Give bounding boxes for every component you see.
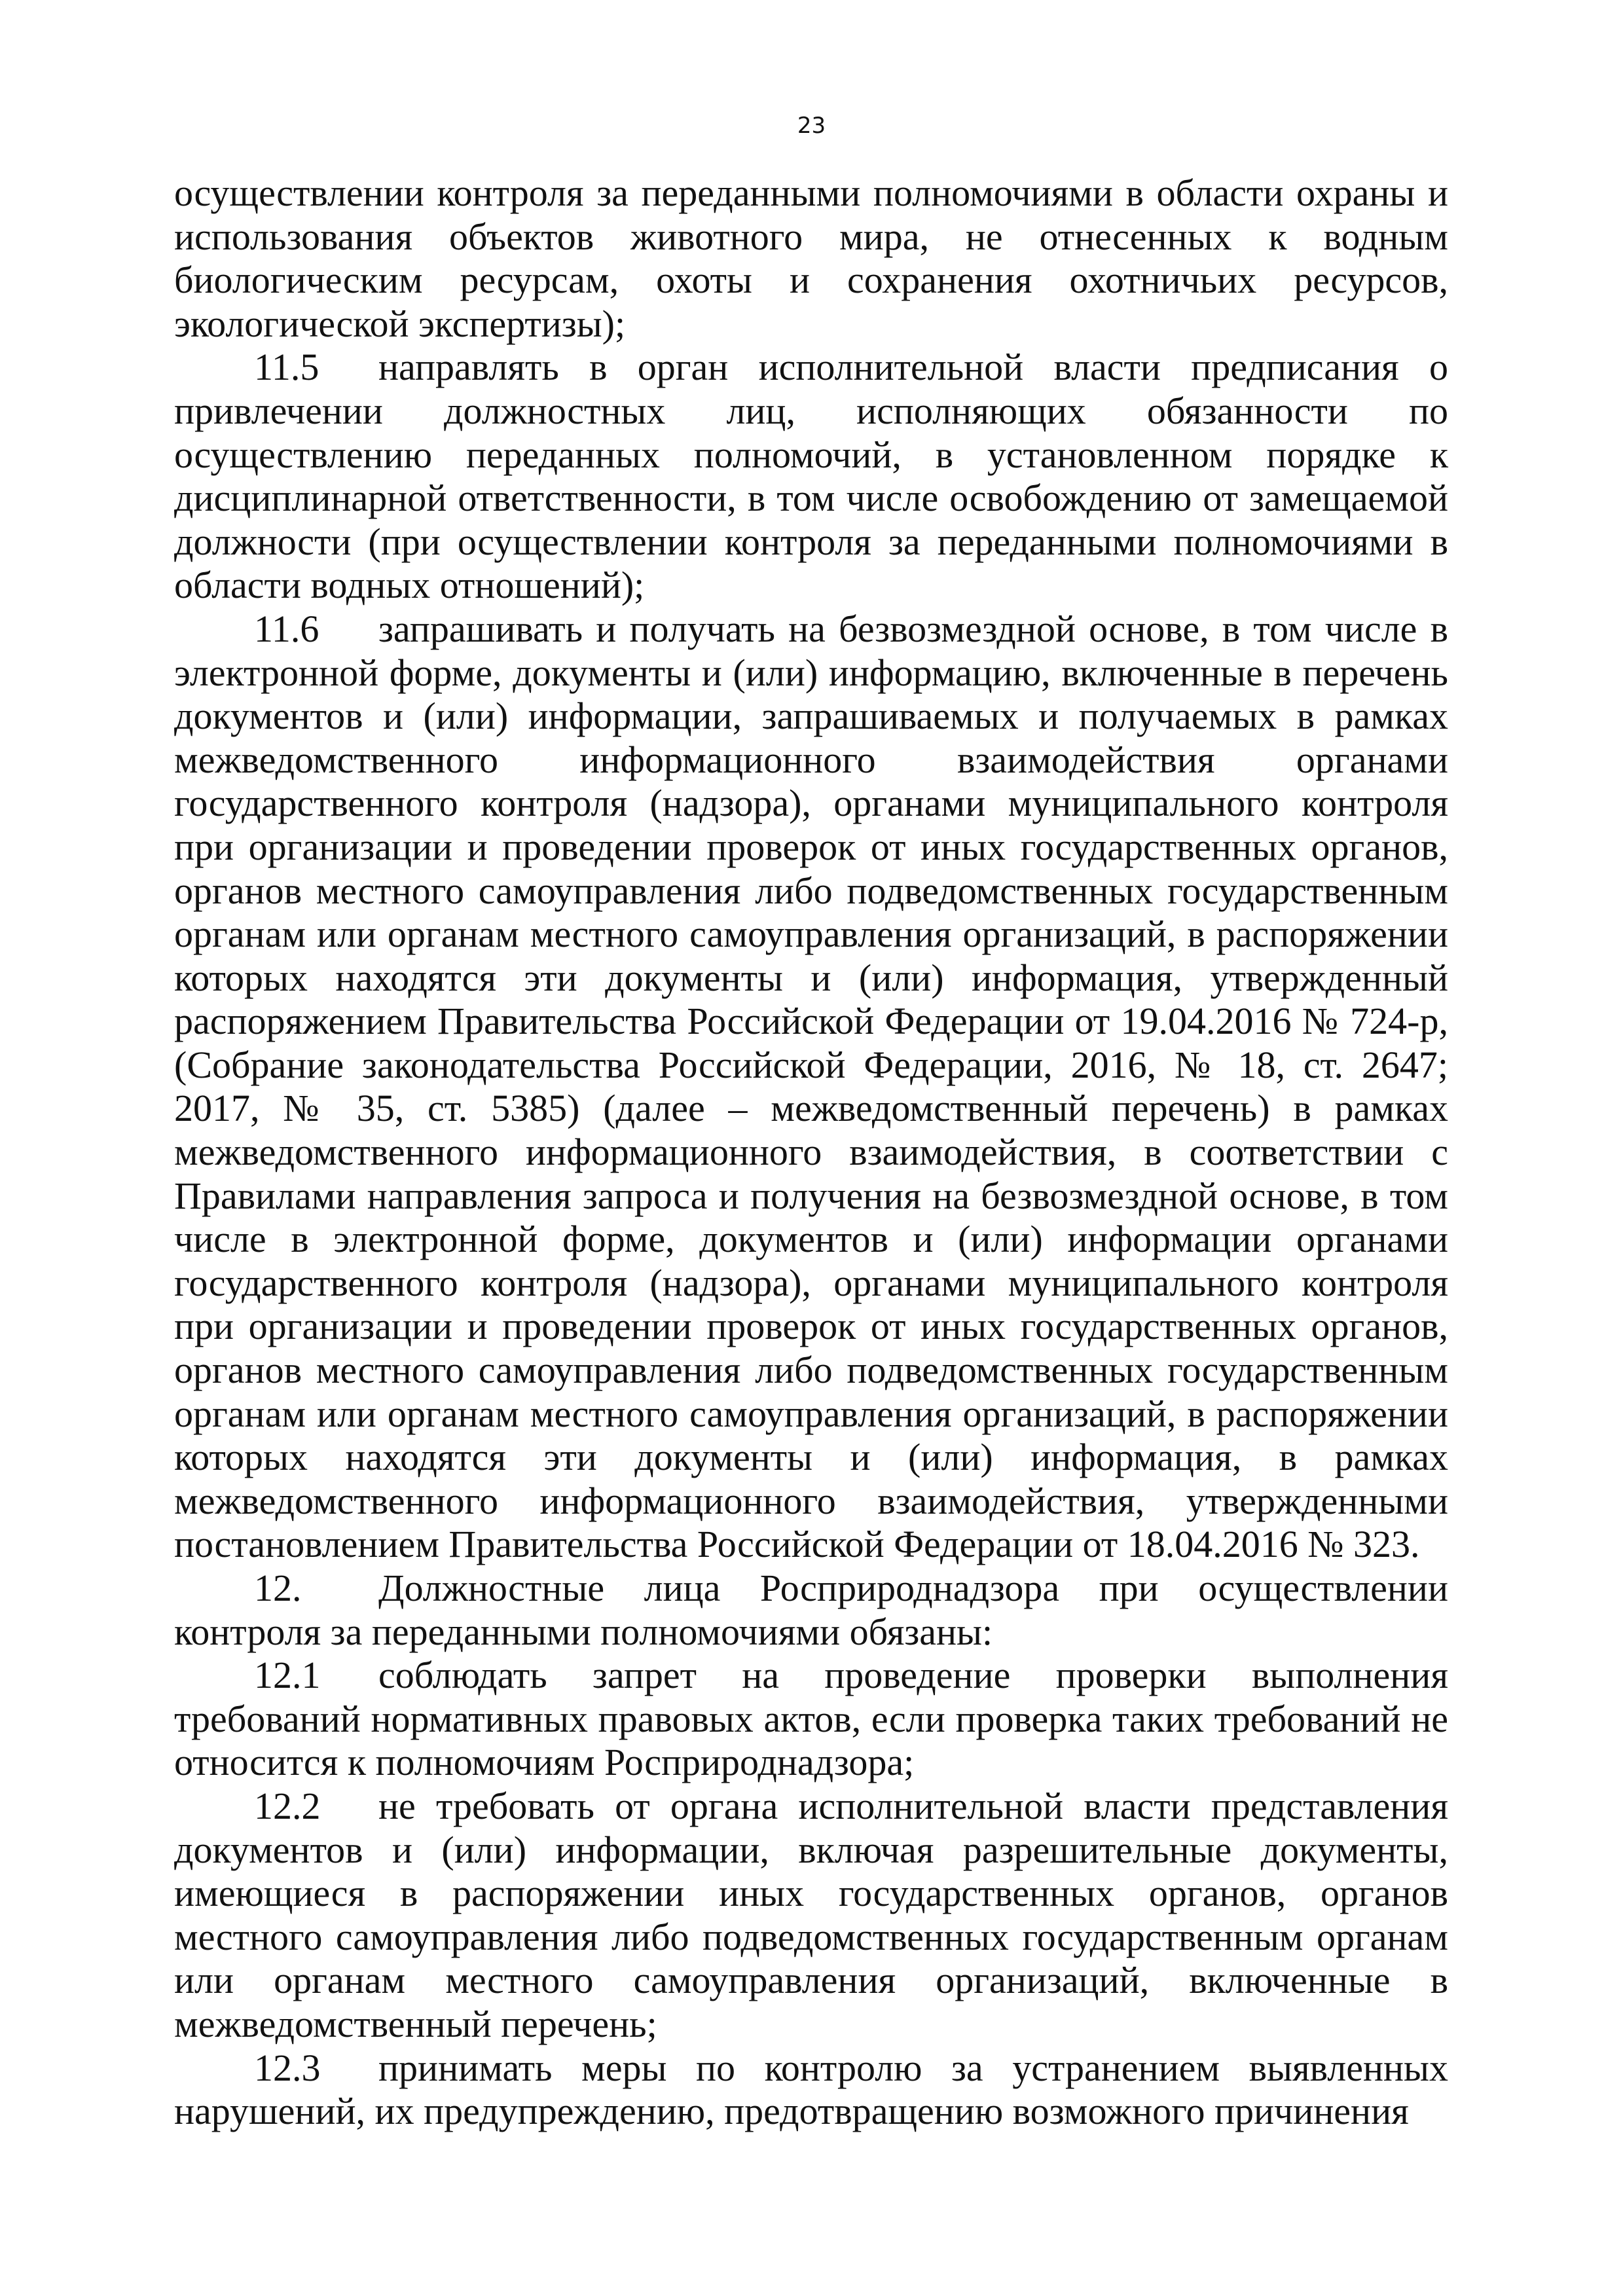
paragraph-continuation	[174, 172, 1448, 346]
paragraph-12-3	[174, 2047, 1448, 2134]
document-body	[174, 172, 1448, 2134]
clause-number: 11.5	[254, 346, 319, 389]
paragraph-12-1	[174, 1654, 1448, 1785]
paragraph-11-5	[174, 346, 1448, 608]
paragraph-text: не требовать от органа исполнительной власти представления документов и (или) информации, включая разрешительные документы, имеющиеся в распоряжении иных государственных органов, органов местного самоуправления либо подведомственных государственным органам или органам местного самоуправления организаций, включенные в межведомственный перечень;	[174, 1784, 1448, 2045]
paragraph-text: направлять в орган исполнительной власти предписания о привлечении должностных лиц, исполняющих обязанности по осуществлению переданных полномочий, в установленном порядке к дисциплинарной ответственности, в том числе освобождению от замещаемой должности (при осуществлении контроля за переданными полномочиями в области водных отношений);	[174, 346, 1448, 607]
clause-number: 12.2	[254, 1784, 321, 1827]
clause-number: 12.	[254, 1567, 302, 1609]
paragraph-text: Должностные лица Росприроднадзора при осуществлении контроля за переданными полномочиями обязаны:	[174, 1567, 1448, 1653]
clause-number: 12.3	[254, 2046, 321, 2089]
paragraph-11-6	[174, 608, 1448, 1567]
paragraph-text: запрашивать и получать на безвозмездной основе, в том числе в электронной форме, документы и (или) информацию, включенные в перечень документов и (или) информации, запрашиваемых и получаемых в рамках межведомственного информационного взаимодействия органами государственного контроля (надзора), органами муниципального контроля при организации и проведении проверок от иных государственных органов, органов местного самоуправления либо подведомственных государственным органам или органам местного самоуправления организаций, в распоряжении которых находятся эти документы и (или) информация, утвержденный распоряжением Правительства Российской Федерации от 19.04.2016 № 724-р, (Собрание законодательства Российской Федерации, 2016, № 18, ст. 2647; 2017, № 35, ст. 5385) (далее – межведомственный перечень) в рамках межведомственного информационного взаимодействия, в соответствии с Правилами направления запроса и получения на безвозмездной основе, в том числе в электронной форме, документов и (или) информации органами государственного контроля (надзора), органами муниципального контроля при организации и проведении проверок от иных государственных органов, органов местного самоуправления либо подведомственных государственным органам или органам местного самоуправления организаций, в распоряжении которых находятся эти документы и (или) информация, в рамках межведомственного информационного взаимодействия, утвержденными постановлением Правительства Российской Федерации от 18.04.2016 № 323.	[174, 607, 1448, 1566]
page-number: 23	[797, 113, 826, 139]
paragraph-12	[174, 1567, 1448, 1654]
paragraph-text: осуществлении контроля за переданными полномочиями в области охраны и использования объектов животного мира, не отнесенных к водным биологическим ресурсам, охоты и сохранения охотничьих ресурсов, экологической экспертизы);	[174, 172, 1448, 345]
paragraph-text: соблюдать запрет на проведение проверки выполнения требований нормативных правовых актов, если проверка таких требований не относится к полномочиям Росприроднадзора;	[174, 1654, 1448, 1784]
paragraph-text: принимать меры по контролю за устранением выявленных нарушений, их предупреждению, предотвращению возможного причинения	[174, 2046, 1448, 2133]
paragraph-12-2	[174, 1785, 1448, 2047]
clause-number: 12.1	[254, 1654, 321, 1697]
clause-number: 11.6	[254, 607, 319, 650]
